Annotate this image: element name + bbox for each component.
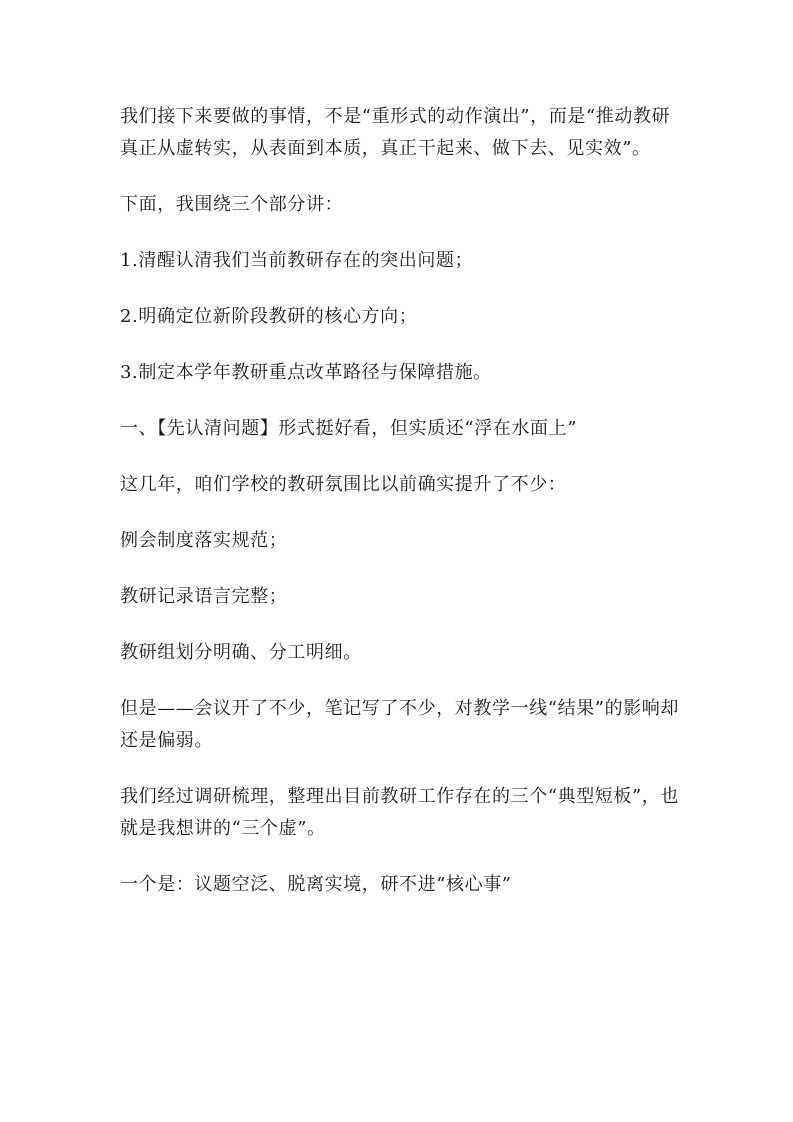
paragraph-progress: 这几年，咱们学校的教研氛围比以前确实提升了不少： — [120, 474, 567, 495]
section-heading-1: 一、【先认清问题】形式挺好看，但实质还“浮在水面上” — [120, 418, 578, 439]
paragraph-intro: 我们接下来要做的事情，不是“重形式的动作演出”，而是“推动教研真正从虚转实，从表面到本质，真正干起来、做下去、见实效”。 — [120, 106, 671, 159]
paragraph-outline-lead: 下面，我围绕三个部分讲： — [120, 194, 344, 215]
paragraph-first-issue: 一个是：议题空泛、脱离实境，研不进“核心事” — [120, 874, 512, 895]
paragraph-however: 但是——会议开了不少，笔记写了不少，对教学一线“结果”的影响却还是偏弱。 — [120, 698, 680, 751]
paragraph-outline-item-2: 2.明确定位新阶段教研的核心方向； — [120, 306, 418, 327]
document-body — [120, 101, 680, 901]
paragraph-survey: 我们经过调研梳理，整理出目前教研工作存在的三个“典型短板”，也就是我想讲的“三个虚”。 — [120, 786, 680, 839]
paragraph-point-1: 例会制度落实规范； — [120, 530, 288, 551]
paragraph-outline-item-3: 3.制定本学年教研重点改革路径与保障措施。 — [120, 362, 492, 383]
paragraph-point-2: 教研记录语言完整； — [120, 586, 288, 607]
paragraph-outline-item-1: 1.清醒认清我们当前教研存在的突出问题； — [120, 250, 474, 271]
paragraph-point-3: 教研组划分明确、分工明细。 — [120, 642, 362, 663]
